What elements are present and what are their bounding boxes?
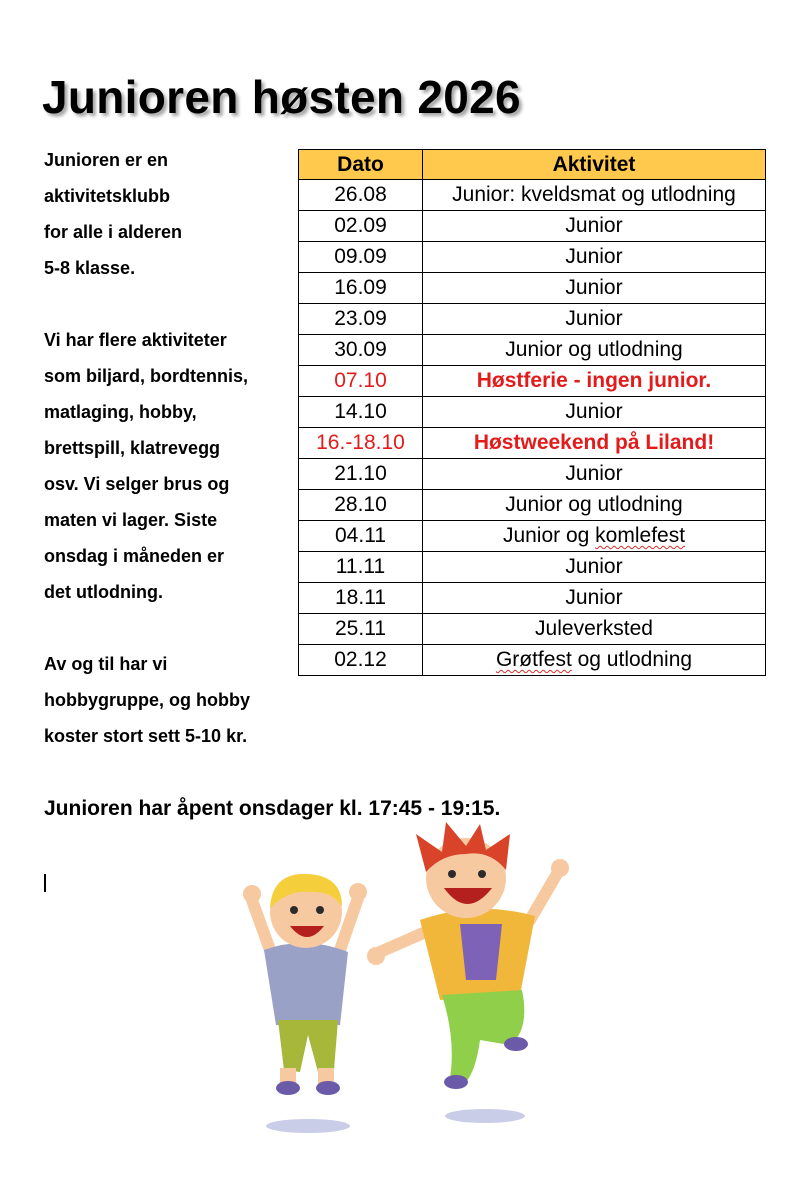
activity-cell: Junior <box>423 242 766 273</box>
date-cell: 25.11 <box>299 614 423 645</box>
table-row <box>299 335 766 366</box>
activity-cell: Junior og komlefest <box>423 521 766 552</box>
text-line: Junioren er en <box>44 150 169 170</box>
date-cell: 07.10 <box>299 366 423 397</box>
text-line: som biljard, bordtennis, <box>44 366 249 386</box>
text-line: maten vi lager. Siste <box>44 510 218 530</box>
activity-cell: Høstferie - ingen junior. <box>423 366 766 397</box>
activity-cell: Junior <box>423 583 766 614</box>
activity-cell: Junior <box>423 304 766 335</box>
activity-cell: Grøtfest og utlodning <box>423 645 766 676</box>
blond-boy-figure <box>243 874 367 1095</box>
table-row <box>299 397 766 428</box>
table-row <box>299 273 766 304</box>
activity-cell: Juleverksted <box>423 614 766 645</box>
date-cell: 11.11 <box>299 552 423 583</box>
date-cell: 30.09 <box>299 335 423 366</box>
text-line: 5-8 klasse. <box>44 258 136 278</box>
activity-cell: Junior og utlodning <box>423 335 766 366</box>
activity-cell: Junior <box>423 211 766 242</box>
date-cell: 18.11 <box>299 583 423 614</box>
text-line: Vi har flere aktiviteter <box>44 330 227 350</box>
table-header-row <box>299 150 766 180</box>
date-cell: 16.-18.10 <box>299 428 423 459</box>
date-cell: 14.10 <box>299 397 423 428</box>
activities-paragraph <box>44 322 294 610</box>
text-cursor <box>44 874 46 892</box>
hobby-paragraph <box>44 646 294 754</box>
text-line: osv. Vi selger brus og <box>44 474 230 494</box>
schedule-table <box>298 149 766 676</box>
text-line: for alle i alderen <box>44 222 183 242</box>
date-cell: 09.09 <box>299 242 423 273</box>
table-row <box>299 211 766 242</box>
activity-cell: Høstweekend på Liland! <box>423 428 766 459</box>
opening-hours: Junioren har åpent onsdager kl. 17:45 - 19:15. <box>44 797 501 820</box>
table-row <box>299 304 766 335</box>
text-line: Av og til har vi <box>44 654 168 674</box>
spellcheck-word: Grøtfest <box>495 648 572 671</box>
jumping-kids-illustration <box>230 820 590 1140</box>
date-cell: 04.11 <box>299 521 423 552</box>
text-line: hobbygruppe, og hobby <box>44 690 250 710</box>
table-row <box>299 521 766 552</box>
table-row <box>299 459 766 490</box>
date-cell: 26.08 <box>299 180 423 211</box>
table-row <box>299 490 766 521</box>
activity-cell: Junior <box>423 552 766 583</box>
table-row <box>299 552 766 583</box>
date-cell: 23.09 <box>299 304 423 335</box>
date-cell: 02.09 <box>299 211 423 242</box>
table-row <box>299 583 766 614</box>
text-line: koster stort sett 5-10 kr. <box>44 726 248 746</box>
text-line: brettspill, klatrevegg <box>44 438 221 458</box>
text-line: matlaging, hobby, <box>44 402 197 422</box>
description-text <box>44 142 294 790</box>
table-row <box>299 366 766 397</box>
activity-cell: Junior: kveldsmat og utlodning <box>423 180 766 211</box>
table-row <box>299 180 766 211</box>
table-row <box>299 614 766 645</box>
activity-cell: Junior <box>423 397 766 428</box>
date-cell: 28.10 <box>299 490 423 521</box>
activity-cell: Junior <box>423 273 766 304</box>
date-cell: 21.10 <box>299 459 423 490</box>
table-row <box>299 645 766 676</box>
table-row <box>299 428 766 459</box>
page-title: Junioren høsten 2026 <box>42 71 521 123</box>
date-cell: 02.12 <box>299 645 423 676</box>
redhead-boy-figure <box>367 822 569 1089</box>
date-column-header: Dato <box>299 150 423 180</box>
text-line: aktivitetsklubb <box>44 186 171 206</box>
intro-paragraph <box>44 142 294 286</box>
table-row <box>299 242 766 273</box>
date-cell: 16.09 <box>299 273 423 304</box>
spellcheck-word: komlefest <box>595 524 686 547</box>
text-line: onsdag i måneden er <box>44 546 225 566</box>
text-line: det utlodning. <box>44 582 163 602</box>
activity-column-header: Aktivitet <box>423 150 766 180</box>
activity-cell: Junior og utlodning <box>423 490 766 521</box>
activity-cell: Junior <box>423 459 766 490</box>
